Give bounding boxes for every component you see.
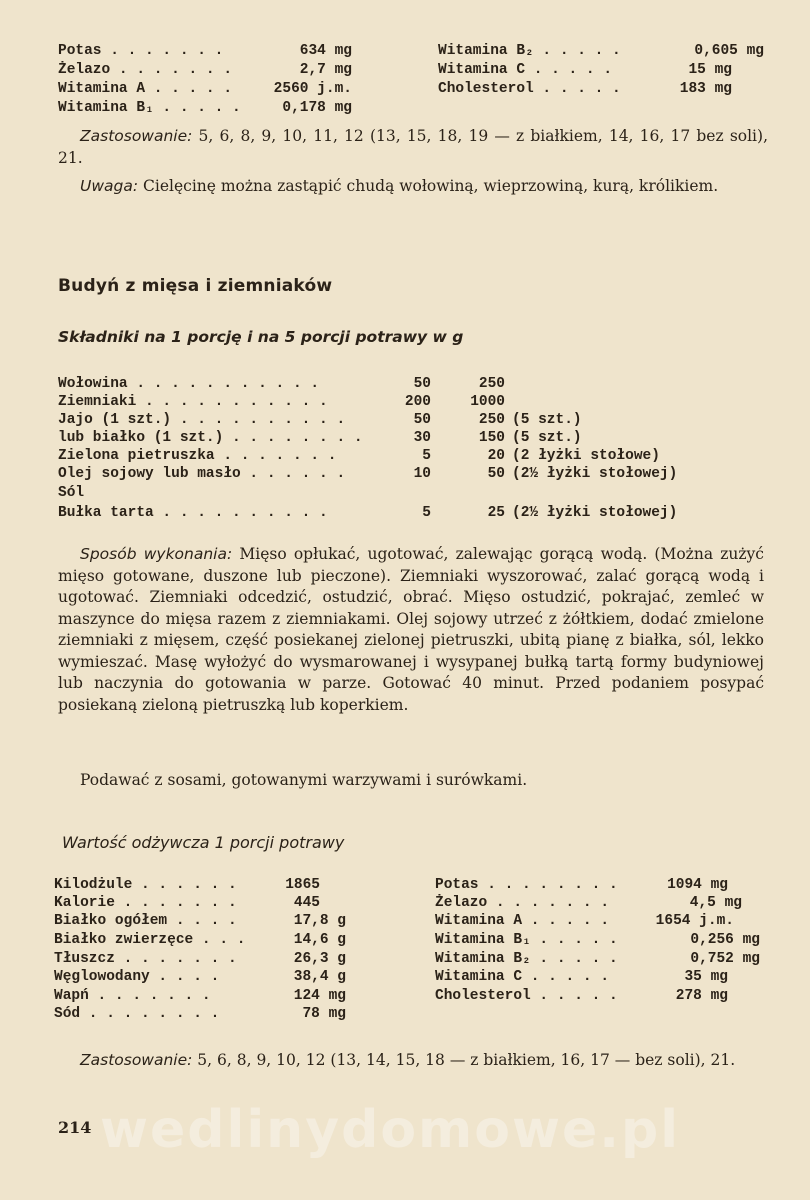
ingredient-five-portions: 1000 bbox=[470, 394, 505, 410]
nutrition-value: 1654 j.m. bbox=[655, 913, 734, 929]
nutrition-value: 278 mg bbox=[675, 988, 728, 1004]
nutrition-label: Witamina B₂ . . . . . bbox=[435, 951, 618, 967]
nutrition-label: Cholesterol . . . . . bbox=[435, 988, 618, 1004]
nutrition-value: 1865 bbox=[285, 877, 320, 893]
preparation-paragraph bbox=[58, 544, 764, 716]
ingredient-name: Olej sojowy lub masło . . . . . . bbox=[58, 466, 346, 482]
watermark: wedlinydomowe.pl bbox=[100, 1100, 681, 1160]
nutrition-header: Wartość odżywcza 1 porcji potrawy bbox=[62, 833, 345, 852]
ingredient-five-portions: 150 bbox=[478, 430, 505, 446]
ingredient-one-portion: 200 bbox=[404, 394, 431, 410]
ingredient-name: Jajo (1 szt.) . . . . . . . . . . bbox=[58, 412, 346, 428]
nutrition-value: 17,8 g bbox=[293, 913, 346, 929]
nutrition-value: 183 mg bbox=[679, 81, 732, 97]
nutrition-value: 445 bbox=[293, 895, 320, 911]
ingredient-five-portions: 20 bbox=[487, 448, 505, 464]
nutrition-label: Cholesterol . . . . . bbox=[438, 81, 621, 97]
zastosowanie-paragraph bbox=[58, 126, 768, 169]
nutrition-label: Witamina B₁ . . . . . bbox=[435, 932, 618, 948]
nutrition-value: 1094 mg bbox=[667, 877, 728, 893]
ingredient-name: Wołowina . . . . . . . . . . . bbox=[58, 376, 320, 392]
ingredient-note: (2½ łyżki stołowej) bbox=[512, 466, 678, 482]
nutrition-value: 15 mg bbox=[688, 62, 732, 78]
zastosowanie-text: 5, 6, 8, 9, 10, 11, 12 (13, 15, 18, 19 — z białkiem, 14, 16, 17 bez soli), 21. bbox=[58, 127, 768, 167]
nutrition-value: 0,752 mg bbox=[690, 951, 760, 967]
nutrition-value: 4,5 mg bbox=[689, 895, 742, 911]
ingredient-name: Ziemniaki . . . . . . . . . . . bbox=[58, 394, 328, 410]
nutrition-value: 26,3 g bbox=[293, 951, 346, 967]
serving-text: Podawać z sosami, gotowanymi warzywami i surówkami. bbox=[80, 771, 528, 789]
nutrition-label: Witamina B₂ . . . . . bbox=[438, 43, 621, 59]
ingredient-note: (2 łyżki stołowe) bbox=[512, 448, 660, 464]
nutrition-label: Witamina A . . . . . bbox=[435, 913, 610, 929]
preparation-lead: Sposób wykonania: bbox=[80, 545, 233, 563]
page-number: 214 bbox=[58, 1118, 92, 1137]
zastosowanie-text-2: 5, 6, 8, 9, 10, 12 (13, 14, 15, 18 — z białkiem, 16, 17 — bez soli), 21. bbox=[192, 1051, 736, 1069]
ingredient-note: (2½ łyżki stołowej) bbox=[512, 505, 678, 521]
zastosowanie-paragraph-2 bbox=[58, 1050, 766, 1072]
serving-paragraph bbox=[58, 770, 764, 792]
nutrition-label: Kilodżule . . . . . . bbox=[54, 877, 237, 893]
nutrition-value: 124 mg bbox=[293, 988, 346, 1004]
nutrition-label: Żelazo . . . . . . . bbox=[58, 62, 233, 78]
nutrition-value: 35 mg bbox=[684, 969, 728, 985]
ingredient-name: Zielona pietruszka . . . . . . . bbox=[58, 448, 337, 464]
nutrition-label: Potas . . . . . . . . bbox=[435, 877, 618, 893]
zastosowanie-lead: Zastosowanie: bbox=[80, 127, 193, 145]
nutrition-label: Białko ogółem . . . . bbox=[54, 913, 237, 929]
nutrition-value: 14,6 g bbox=[293, 932, 346, 948]
ingredient-one-portion: 5 bbox=[422, 448, 431, 464]
nutrition-label: Węglowodany . . . . bbox=[54, 969, 220, 985]
ingredient-five-portions: 25 bbox=[487, 505, 505, 521]
nutrition-value: 0,605 mg bbox=[694, 43, 764, 59]
nutrition-value: 38,4 g bbox=[293, 969, 346, 985]
nutrition-label: Sód . . . . . . . . bbox=[54, 1006, 220, 1022]
ingredient-name: lub białko (1 szt.) . . . . . . . . bbox=[58, 430, 363, 446]
ingredient-note: (5 szt.) bbox=[512, 412, 582, 428]
ingredient-name: Sól bbox=[58, 485, 85, 501]
nutrition-label: Żelazo . . . . . . . bbox=[435, 895, 610, 911]
nutrition-label: Kalorie . . . . . . . bbox=[54, 895, 237, 911]
uwaga-paragraph bbox=[58, 176, 768, 198]
nutrition-value: 0,178 mg bbox=[282, 100, 352, 116]
nutrition-label: Witamina C . . . . . bbox=[438, 62, 613, 78]
ingredient-one-portion: 5 bbox=[422, 505, 431, 521]
uwaga-text: Cielęcinę można zastąpić chudą wołowiną, wieprzowiną, kurą, królikiem. bbox=[138, 177, 719, 195]
ingredient-five-portions: 250 bbox=[478, 412, 505, 428]
nutrition-label: Witamina A . . . . . bbox=[58, 81, 233, 97]
ingredient-five-portions: 250 bbox=[478, 376, 505, 392]
ingredient-five-portions: 50 bbox=[487, 466, 505, 482]
ingredient-one-portion: 30 bbox=[413, 430, 431, 446]
ingredients-header: Składniki na 1 porcję i na 5 porcji potrawy w g bbox=[58, 328, 464, 346]
ingredient-one-portion: 50 bbox=[413, 412, 431, 428]
recipe-title: Budyń z mięsa i ziemniaków bbox=[58, 276, 333, 296]
ingredient-note: (5 szt.) bbox=[512, 430, 582, 446]
preparation-text: Mięso opłukać, ugotować, zalewając gorącą wodą. (Można zużyć mięso gotowane, duszone lub pieczone). Ziemniaki wyszorować, zalać gorącą wodą i ugotować. Ziemniaki odcedzić, ostudzić, obrać. Mięso ostudzić, pokrajać, zemleć w maszynce do mięsa razem z ziemniakami. Olej sojowy utrzeć z żółtkiem, dodać zmielone ziemniaki z mięsem, część posiekanej zielonej pietruszki, ubitą pianę z białka, sól, lekko wymieszać. Masę wyłożyć do wysmarowanej i wysypanej bułką tartą formy budyniowej lub naczynia do gotowania w parze. Gotować 40 minut. Przed podaniem posypać posiekaną zieloną pietruszką lub koperkiem. bbox=[58, 545, 764, 714]
zastosowanie-lead-2: Zastosowanie: bbox=[80, 1051, 193, 1069]
ingredient-one-portion: 10 bbox=[413, 466, 431, 482]
nutrition-value: 2560 j.m. bbox=[273, 81, 352, 97]
nutrition-label: Białko zwierzęce . . . bbox=[54, 932, 246, 948]
nutrition-value: 2,7 mg bbox=[299, 62, 352, 78]
nutrition-label: Witamina B₁ . . . . . bbox=[58, 100, 241, 116]
nutrition-value: 634 mg bbox=[299, 43, 352, 59]
uwaga-lead: Uwaga: bbox=[80, 177, 139, 195]
ingredient-name: Bułka tarta . . . . . . . . . . bbox=[58, 505, 328, 521]
nutrition-label: Witamina C . . . . . bbox=[435, 969, 610, 985]
nutrition-label: Tłuszcz . . . . . . . bbox=[54, 951, 237, 967]
nutrition-value: 0,256 mg bbox=[690, 932, 760, 948]
nutrition-label: Potas . . . . . . . bbox=[58, 43, 224, 59]
nutrition-label: Wapń . . . . . . . bbox=[54, 988, 211, 1004]
ingredient-one-portion: 50 bbox=[413, 376, 431, 392]
nutrition-value: 78 mg bbox=[302, 1006, 346, 1022]
